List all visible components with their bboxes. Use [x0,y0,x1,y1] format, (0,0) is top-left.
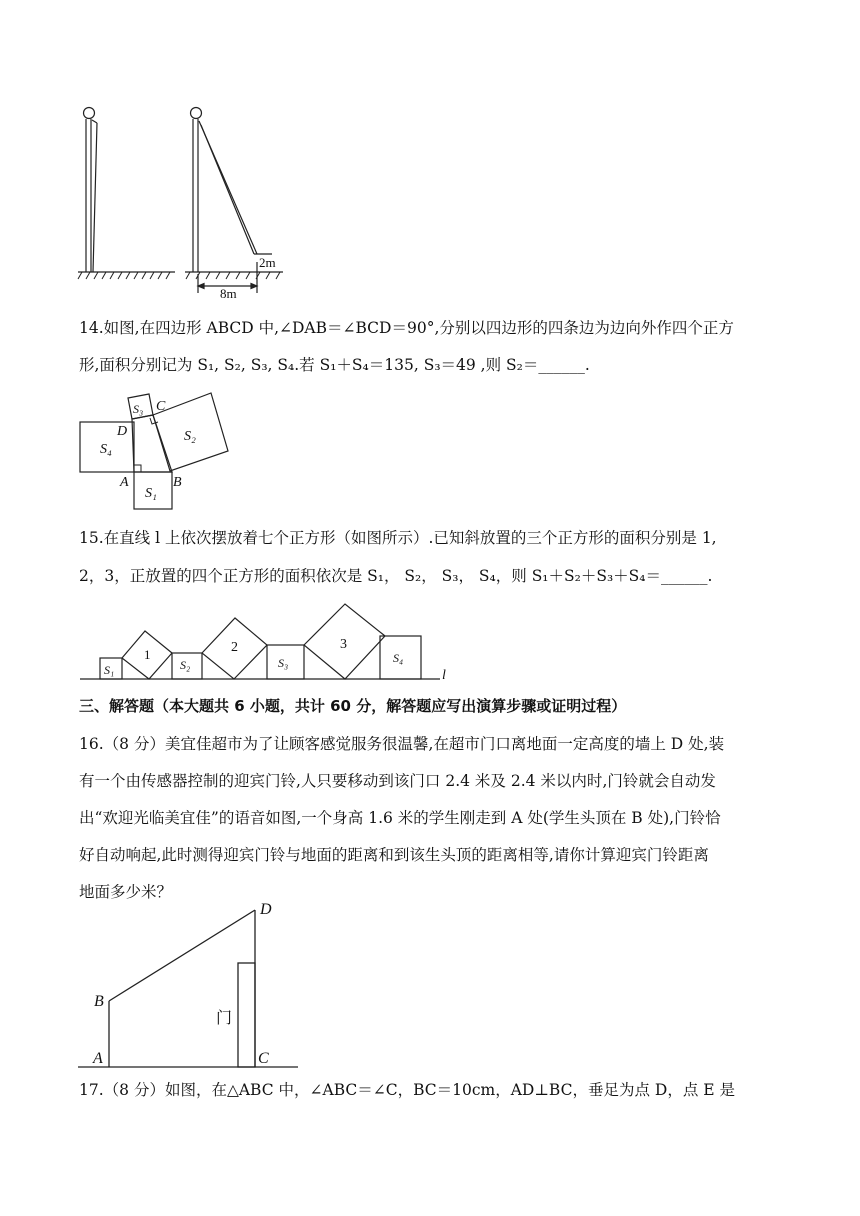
label-1: 1 [144,647,151,662]
label-s4: S₄ [393,651,404,665]
label-8m: 8m [220,286,237,301]
label-B: B [173,475,182,490]
q16-line4: 好自动响起,此时测得迎宾门铃与地面的距离和到该生头顶的距离相等,请你计算迎宾门铃距离 [79,846,709,864]
q14-line2: 形,面积分别记为 S₁, S₂, S₃, S₄.若 S₁＋S₄＝135, S₃＝49 ,则 S₂＝______. [79,356,590,374]
label-A: A [93,1050,103,1067]
q16-line5: 地面多少米？ [79,883,173,901]
label-S2: S₂ [184,429,196,444]
q16-line2: 有一个由传感器控制的迎宾门铃,人只要移动到该门口 2.4 米及 2.4 米以内时,门铃就会自动发 [79,772,716,790]
label-s2: S₂ [180,658,191,672]
q15-line1: 15.在直线 l 上依次摆放着七个正方形（如图所示）.已知斜放置的三个正方形的面积分别是 1, [79,529,717,547]
label-C: C [258,1050,269,1067]
doorbell-figure [0,895,860,1075]
q16-line3: 出“欢迎光临美宜佳”的语音如图,一个身高 1.6 米的学生刚走到 A 处(学生头顶在 B 处),门铃恰 [79,809,721,827]
label-l: l [442,668,446,683]
label-B: B [94,993,104,1010]
label-3: 3 [340,637,347,652]
q16-line1: 16.（8 分）美宜佳超市为了让顾客感觉服务很温馨,在超市门口离地面一定高度的墙上 D 处,装 [79,735,725,753]
quadrilateral-squares-figure [0,380,860,515]
label-s1: S₁ [104,663,115,677]
section-heading: 三、解答题（本大题共 6 小题，共计 60 分，解答题应写出演算步骤或证明过程） [79,697,627,715]
flagpole-figure [0,0,860,310]
left-pole-top [84,108,95,119]
q15-line2: 2，3，正放置的四个正方形的面积依次是 S₁， S₂， S₃， S₄，则 S₁＋S₂＋S₃＋S₄＝______. [79,567,713,585]
q17-line1: 17.（8 分）如图，在△ABC 中，∠ABC＝∠C，BC＝10cm，AD⊥BC，垂足为点 D，点 E 是 [79,1081,735,1099]
label-D: D [117,424,128,439]
q14-line1: 14.如图,在四边形 ABCD 中,∠DAB＝∠BCD＝90°,分别以四边形的四条边为边向外作四个正方 [79,319,734,337]
label-door: 门 [216,1010,233,1027]
label-2m: 2m [259,255,276,270]
label-S4: S₄ [100,442,112,457]
seven-squares-figure [0,598,860,684]
label-S3: S₃ [133,402,144,416]
label-C: C [156,399,166,414]
label-s3: S₃ [278,656,289,670]
right-pole-top [191,108,202,119]
label-A: A [120,475,129,490]
label-S1: S₁ [145,486,157,501]
label-D: D [260,901,272,918]
label-2: 2 [231,640,238,655]
